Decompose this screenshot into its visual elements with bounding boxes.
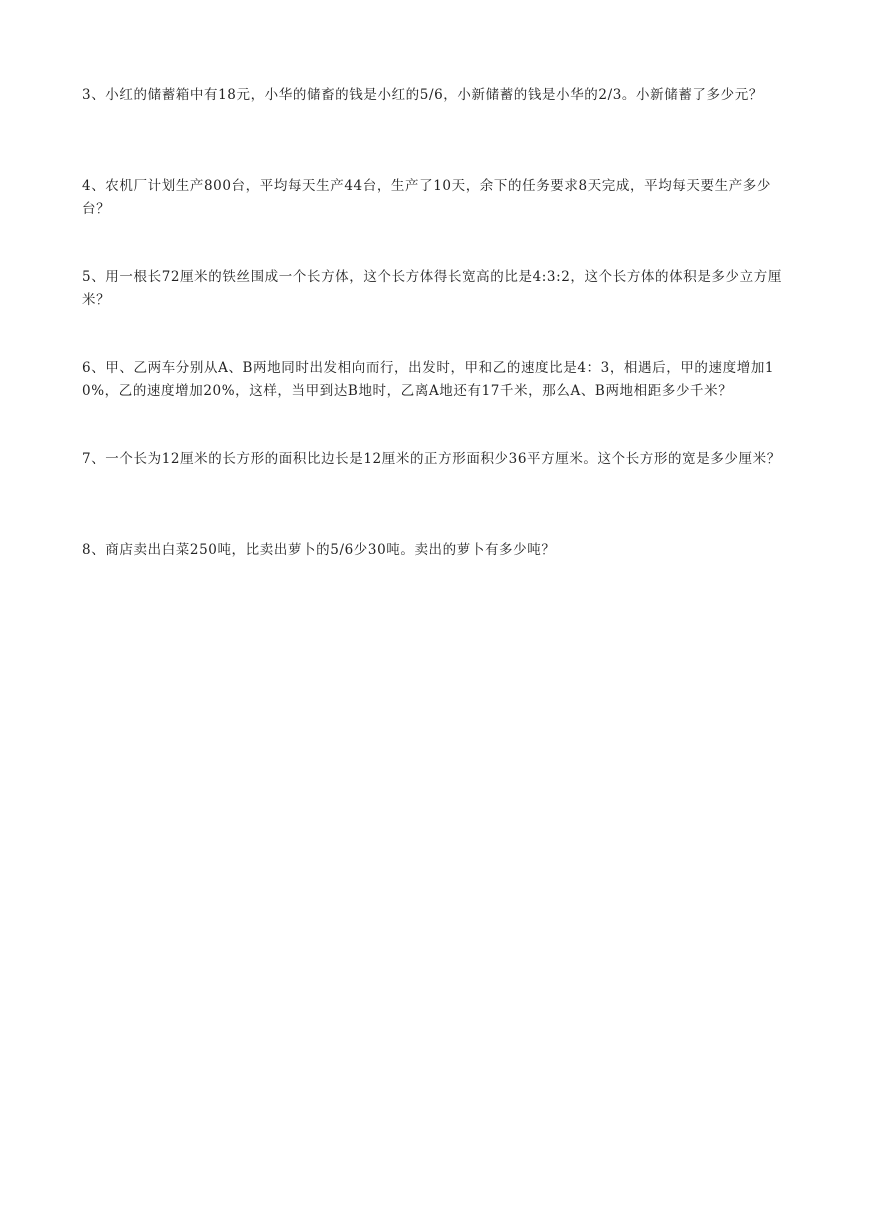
problem-5: 5、用一根长72厘米的铁丝围成一个长方体，这个长方体得长宽高的比是4:3:2，这个长方体的体积是多少立方厘米？ xyxy=(82,269,782,308)
problem-3: 3、小红的储蓄箱中有18元，小华的储畜的钱是小红的5/6，小新储蓄的钱是小华的2/3。小新储蓄了多少元？ xyxy=(82,87,763,103)
problem-7: 7、一个长为12厘米的长方形的面积比边长是12厘米的正方形面积少36平方厘米。这个长方形的宽是多少厘米？ xyxy=(82,451,781,467)
problem-4: 4、农机厂计划生产800台，平均每天生产44台，生产了10天，余下的任务要求8天完成，平均每天要生产多少台？ xyxy=(82,178,772,217)
problem-6: 6、甲、乙两车分别从A、B两地同时出发相向而行，出发时，甲和乙的速度比是4：3，相遇后，甲的速度增加10%，乙的速度增加20%，这样，当甲到达B地时，乙离A地还有17千米，那么A、B两地相距多少千米？ xyxy=(82,360,775,399)
problem-8: 8、商店卖出白菜250吨，比卖出萝卜的5/6少30吨。卖出的萝卜有多少吨？ xyxy=(82,542,556,558)
